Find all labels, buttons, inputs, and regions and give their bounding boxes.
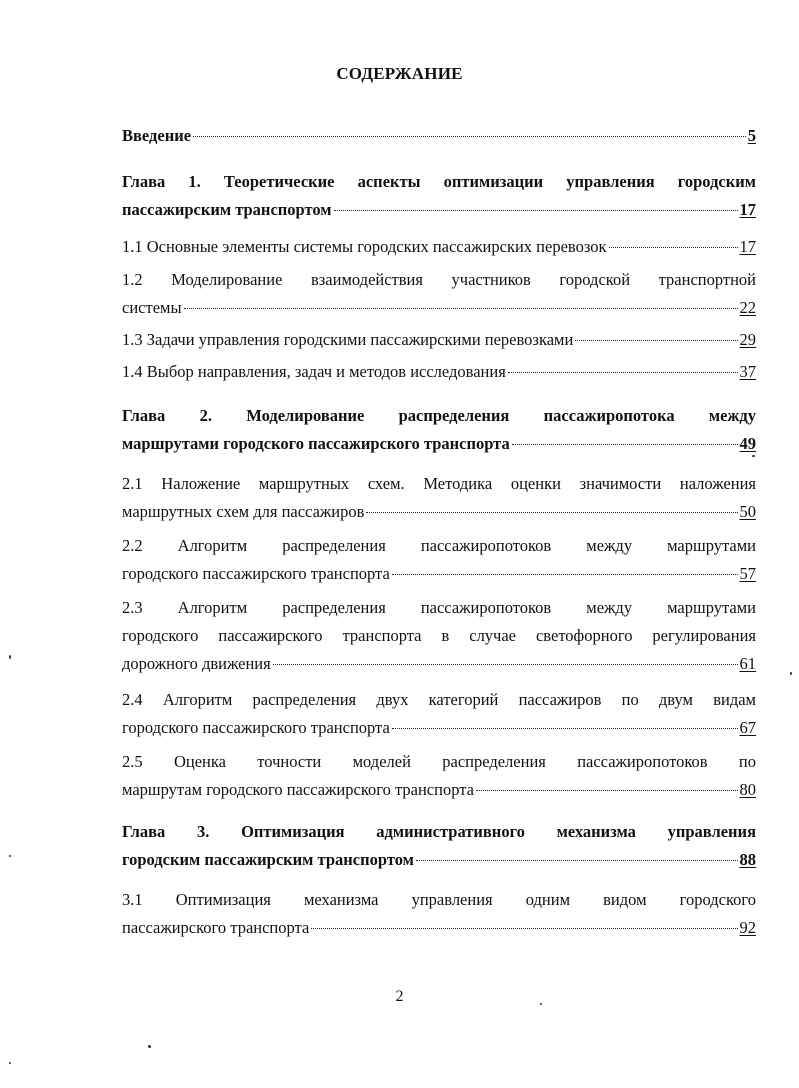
toc-entry-page: 29 [739, 330, 756, 349]
toc-entry [122, 266, 756, 322]
toc-entry-page: 61 [739, 654, 756, 673]
toc-entry-line: Глава 1. Теоретические аспекты оптимизации управления городским [122, 172, 756, 191]
toc-entry-title: городским пассажирским транспортом [122, 850, 414, 869]
toc-entry-leader-line [122, 430, 756, 458]
toc-entry [122, 818, 756, 874]
scan-speck [9, 655, 11, 659]
toc-entry-page: 88 [739, 850, 756, 869]
toc-entry-leader-line [122, 196, 756, 224]
toc-entry-line: 3.1 Оптимизация механизма управления одним видом городского [122, 890, 756, 909]
toc-entry [122, 532, 756, 588]
toc-entry-leader-line [122, 846, 756, 874]
scan-speck [752, 455, 755, 457]
toc-entry [122, 470, 756, 526]
toc-entry-page: 80 [739, 780, 756, 799]
toc-entry-title: пассажирским транспортом [122, 200, 332, 219]
toc-entry-page: 49 [739, 434, 756, 453]
toc-entry-line: Глава 3. Оптимизация административного механизма управления [122, 822, 756, 841]
toc-entry [122, 233, 756, 261]
dot-leader [184, 307, 738, 309]
dot-leader [392, 573, 738, 575]
toc-entry-leader-line [122, 294, 756, 322]
toc-entry-title: 1.3 Задачи управления городскими пассажирскими перевозками [122, 330, 574, 349]
dot-leader [609, 246, 738, 248]
scan-speck [148, 1045, 151, 1048]
toc-entry-page: 22 [739, 298, 756, 317]
toc-entry-page: 37 [739, 362, 756, 381]
toc-entry [122, 168, 756, 224]
toc-entry-leader-line [122, 233, 756, 261]
toc-entry-title: городского пассажирского транспорта [122, 718, 390, 737]
page-number: 2 [395, 988, 404, 1005]
toc-entry-leader-line [122, 498, 756, 526]
toc-entry-title: городского пассажирского транспорта [122, 564, 390, 583]
toc-entry-line: 2.4 Алгоритм распределения двух категорий пассажиров по двум видам [122, 690, 756, 709]
toc-entry-line: 2.1 Наложение маршрутных схем. Методика оценки значимости наложения [122, 474, 756, 493]
toc-entry-leader-line [122, 358, 756, 386]
toc-entry-line: 2.2 Алгоритм распределения пассажиропотоков между маршрутами [122, 536, 756, 555]
toc-entry-leader-line [122, 560, 756, 588]
toc-entry-leader-line [122, 650, 756, 678]
toc-entry-title: 1.1 Основные элементы системы городских пассажирских перевозок [122, 237, 607, 256]
scan-speck [9, 855, 11, 857]
dot-leader [334, 209, 738, 211]
toc-entry-line: 2.3 Алгоритм распределения пассажиропотоков между маршрутами [122, 598, 756, 617]
dot-leader [512, 443, 738, 445]
toc-entry-page: 67 [739, 718, 756, 737]
dot-leader [575, 339, 737, 341]
dot-leader [193, 135, 746, 137]
toc-entry-leader-line [122, 714, 756, 742]
toc-entry-title: дорожного движения [122, 654, 271, 673]
toc-entry-page: 17 [739, 237, 756, 256]
toc-entry-title: системы [122, 298, 182, 317]
toc-entry-line: городского пассажирского транспорта в случае светофорного регулирования [122, 626, 756, 645]
toc-entry-title: 1.4 Выбор направления, задач и методов исследования [122, 362, 506, 381]
toc-entry [122, 686, 756, 742]
toc-entry-page: 92 [739, 918, 756, 937]
toc-entry-leader-line [122, 326, 756, 354]
scan-speck [9, 1062, 11, 1064]
toc-entry [122, 594, 756, 678]
dot-leader [273, 663, 738, 665]
dot-leader [476, 789, 738, 791]
toc-entry-line: 1.2 Моделирование взаимодействия участников городской транспортной [122, 270, 756, 289]
toc-entry-page: 57 [739, 564, 756, 583]
dot-leader [416, 859, 738, 861]
toc-entry-leader-line [122, 122, 756, 150]
toc-entry-line: Глава 2. Моделирование распределения пассажиропотока между [122, 406, 756, 425]
toc-entry-title: Введение [122, 126, 192, 145]
toc-entry-leader-line [122, 914, 756, 942]
dot-leader [366, 511, 737, 513]
toc-entry-line: 2.5 Оценка точности моделей распределения пассажиропотоков по [122, 752, 756, 771]
toc-entry-title: маршрутами городского пассажирского транспорта [122, 434, 510, 453]
toc-entry-leader-line [122, 776, 756, 804]
dot-leader [508, 371, 738, 373]
toc-entry-page: 5 [747, 126, 756, 145]
toc-entry [122, 122, 756, 150]
dot-leader [392, 727, 738, 729]
toc-entry-page: 17 [739, 200, 756, 219]
toc-entry-page: 50 [739, 502, 756, 521]
page-title: СОДЕРЖАНИЕ [336, 64, 463, 83]
toc-entry [122, 358, 756, 386]
toc-entry [122, 326, 756, 354]
toc-entry [122, 886, 756, 942]
dot-leader [311, 927, 737, 929]
toc-entry [122, 748, 756, 804]
scan-speck [790, 672, 792, 675]
toc-entry [122, 402, 756, 458]
toc-entry-title: маршрутных схем для пассажиров [122, 502, 365, 521]
toc-entry-title: маршрутам городского пассажирского транспорта [122, 780, 474, 799]
scan-speck [540, 1003, 542, 1005]
toc-entry-title: пассажирского транспорта [122, 918, 310, 937]
